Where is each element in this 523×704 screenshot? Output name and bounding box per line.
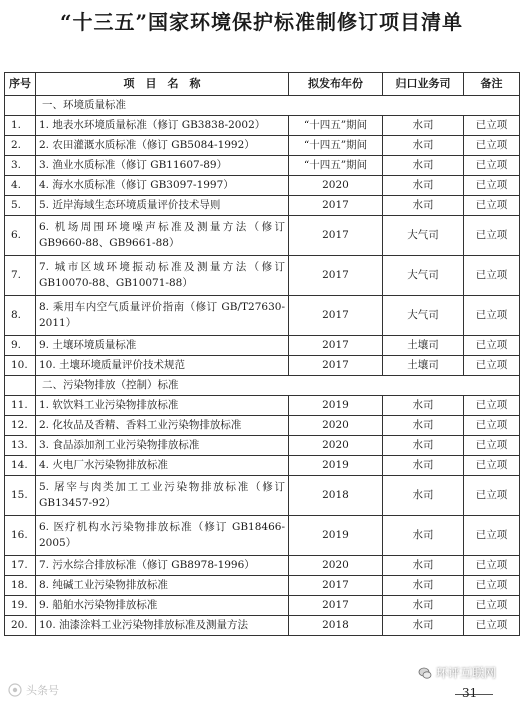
- row-note: 已立项: [464, 136, 520, 156]
- table-row: [5, 196, 520, 216]
- row-index: 3.: [5, 156, 36, 176]
- row-index: 18.: [5, 576, 36, 596]
- table-row: [5, 356, 520, 376]
- row-name: 7. 城市区域环境振动标准及测量方法（修订 GB10070-88、GB10071-88）: [36, 256, 289, 296]
- row-note: 已立项: [464, 416, 520, 436]
- standards-table: [4, 72, 520, 636]
- table-row: [5, 516, 520, 556]
- row-index: 13.: [5, 436, 36, 456]
- row-year: 2017: [289, 356, 383, 376]
- row-note: 已立项: [464, 436, 520, 456]
- row-index: 9.: [5, 336, 36, 356]
- row-index: 14.: [5, 456, 36, 476]
- row-index: 12.: [5, 416, 36, 436]
- row-dept: 大气司: [383, 216, 464, 256]
- row-dept: 水司: [383, 436, 464, 456]
- row-name: 1. 地表水环境质量标准（修订 GB3838-2002）: [36, 116, 289, 136]
- row-year: 2017: [289, 336, 383, 356]
- row-name: 6. 医疗机构水污染物排放标准（修订 GB18466-2005）: [36, 516, 289, 556]
- row-dept: 水司: [383, 116, 464, 136]
- section-row: [5, 96, 520, 116]
- row-index: 8.: [5, 296, 36, 336]
- row-year: 2020: [289, 556, 383, 576]
- row-name: 2. 农田灌溉水质标准（修订 GB5084-1992）: [36, 136, 289, 156]
- row-name: 8. 纯碱工业污染物排放标准: [36, 576, 289, 596]
- row-name: 3. 渔业水质标准（修订 GB11607-89）: [36, 156, 289, 176]
- watermark-left-text: 头条号: [26, 684, 59, 697]
- row-index: 10.: [5, 356, 36, 376]
- row-dept: 水司: [383, 176, 464, 196]
- row-note: 已立项: [464, 196, 520, 216]
- source-watermark-right: [418, 664, 496, 681]
- table-row: [5, 416, 520, 436]
- row-index: 2.: [5, 136, 36, 156]
- row-year: 2017: [289, 576, 383, 596]
- row-name: 10. 土壤环境质量评价技术规范: [36, 356, 289, 376]
- row-dept: 大气司: [383, 256, 464, 296]
- row-year: “十四五”期间: [289, 136, 383, 156]
- row-name: 4. 海水水质标准（修订 GB3097-1997）: [36, 176, 289, 196]
- row-dept: 大气司: [383, 296, 464, 336]
- row-index: 20.: [5, 616, 36, 636]
- table-row: [5, 616, 520, 636]
- page-number: 31: [462, 686, 478, 700]
- table-row: [5, 256, 520, 296]
- row-index: 16.: [5, 516, 36, 556]
- row-dept: 水司: [383, 156, 464, 176]
- row-dept: 土壤司: [383, 336, 464, 356]
- document-title: “十三五”国家环境保护标准制修订项目清单: [59, 10, 463, 34]
- table-row: [5, 296, 520, 336]
- row-index: 4.: [5, 176, 36, 196]
- row-year: 2017: [289, 256, 383, 296]
- row-note: 已立项: [464, 116, 520, 136]
- row-index: 15.: [5, 476, 36, 516]
- table-row: [5, 336, 520, 356]
- row-year: 2017: [289, 216, 383, 256]
- table-row: [5, 136, 520, 156]
- row-note: 已立项: [464, 396, 520, 416]
- table-row: [5, 396, 520, 416]
- camera-icon: [8, 683, 22, 697]
- row-note: 已立项: [464, 576, 520, 596]
- row-dept: 水司: [383, 576, 464, 596]
- row-index: 11.: [5, 396, 36, 416]
- header-name: 项 目 名 称: [36, 73, 289, 96]
- section-title: 一、环境质量标准: [36, 96, 520, 116]
- table-row: [5, 556, 520, 576]
- row-year: 2019: [289, 396, 383, 416]
- row-note: 已立项: [464, 296, 520, 336]
- row-name: 4. 火电厂水污染物排放标准: [36, 456, 289, 476]
- section-index-cell: [5, 376, 36, 396]
- row-name: 9. 船舶水污染物排放标准: [36, 596, 289, 616]
- row-index: 17.: [5, 556, 36, 576]
- row-note: 已立项: [464, 456, 520, 476]
- row-note: 已立项: [464, 156, 520, 176]
- row-dept: 水司: [383, 616, 464, 636]
- row-note: 已立项: [464, 336, 520, 356]
- row-year: 2020: [289, 176, 383, 196]
- header-note: 备注: [464, 73, 520, 96]
- row-note: 已立项: [464, 216, 520, 256]
- source-watermark-left: [8, 682, 59, 698]
- watermark-right-text: 环评互联网: [436, 666, 497, 680]
- row-note: 已立项: [464, 556, 520, 576]
- table-row: [5, 596, 520, 616]
- table-row: [5, 156, 520, 176]
- row-name: 5. 屠宰与肉类加工工业污染物排放标准（修订 GB13457-92）: [36, 476, 289, 516]
- row-note: 已立项: [464, 176, 520, 196]
- section-row: [5, 376, 520, 396]
- row-dept: 水司: [383, 476, 464, 516]
- row-year: 2017: [289, 596, 383, 616]
- row-note: 已立项: [464, 256, 520, 296]
- row-dept: 水司: [383, 136, 464, 156]
- table-row: [5, 576, 520, 596]
- row-note: 已立项: [464, 476, 520, 516]
- row-index: 1.: [5, 116, 36, 136]
- row-year: 2017: [289, 296, 383, 336]
- row-name: 8. 乘用车内空气质量评价指南（修订 GB/T27630-2011）: [36, 296, 289, 336]
- row-dept: 水司: [383, 456, 464, 476]
- header-dept: 归口业务司: [383, 73, 464, 96]
- row-year: 2019: [289, 516, 383, 556]
- row-name: 10. 油漆涂料工业污染物排放标准及测量方法: [36, 616, 289, 636]
- row-note: 已立项: [464, 616, 520, 636]
- row-name: 5. 近岸海域生态环境质量评价技术导则: [36, 196, 289, 216]
- row-year: 2020: [289, 436, 383, 456]
- header-index: 序号: [5, 73, 36, 96]
- row-year: “十四五”期间: [289, 156, 383, 176]
- row-year: 2018: [289, 616, 383, 636]
- row-index: 5.: [5, 196, 36, 216]
- row-year: 2017: [289, 196, 383, 216]
- row-name: 3. 食品添加剂工业污染物排放标准: [36, 436, 289, 456]
- section-index-cell: [5, 96, 36, 116]
- row-index: 7.: [5, 256, 36, 296]
- row-index: 6.: [5, 216, 36, 256]
- table-row: [5, 216, 520, 256]
- row-index: 19.: [5, 596, 36, 616]
- section-title: 二、污染物排放（控制）标准: [36, 376, 520, 396]
- chat-bubble-icon: [418, 666, 432, 680]
- row-dept: 水司: [383, 556, 464, 576]
- header-year: 拟发布年份: [289, 73, 383, 96]
- table-row: [5, 456, 520, 476]
- row-dept: 水司: [383, 196, 464, 216]
- row-name: 6. 机场周围环境噪声标准及测量方法（修订 GB9660-88、GB9661-88）: [36, 216, 289, 256]
- table-header-row: [5, 73, 520, 96]
- row-dept: 水司: [383, 516, 464, 556]
- row-note: 已立项: [464, 596, 520, 616]
- row-name: 9. 土壤环境质量标准: [36, 336, 289, 356]
- row-year: 2020: [289, 416, 383, 436]
- row-year: “十四五”期间: [289, 116, 383, 136]
- row-dept: 水司: [383, 416, 464, 436]
- table-row: [5, 176, 520, 196]
- row-dept: 土壤司: [383, 356, 464, 376]
- row-name: 1. 软饮料工业污染物排放标准: [36, 396, 289, 416]
- table-row: [5, 116, 520, 136]
- row-year: 2018: [289, 476, 383, 516]
- row-note: 已立项: [464, 356, 520, 376]
- row-note: 已立项: [464, 516, 520, 556]
- row-name: 7. 污水综合排放标准（修订 GB8978-1996）: [36, 556, 289, 576]
- row-dept: 水司: [383, 596, 464, 616]
- table-row: [5, 476, 520, 516]
- row-dept: 水司: [383, 396, 464, 416]
- table-row: [5, 436, 520, 456]
- row-name: 2. 化妆品及香精、香料工业污染物排放标准: [36, 416, 289, 436]
- row-year: 2019: [289, 456, 383, 476]
